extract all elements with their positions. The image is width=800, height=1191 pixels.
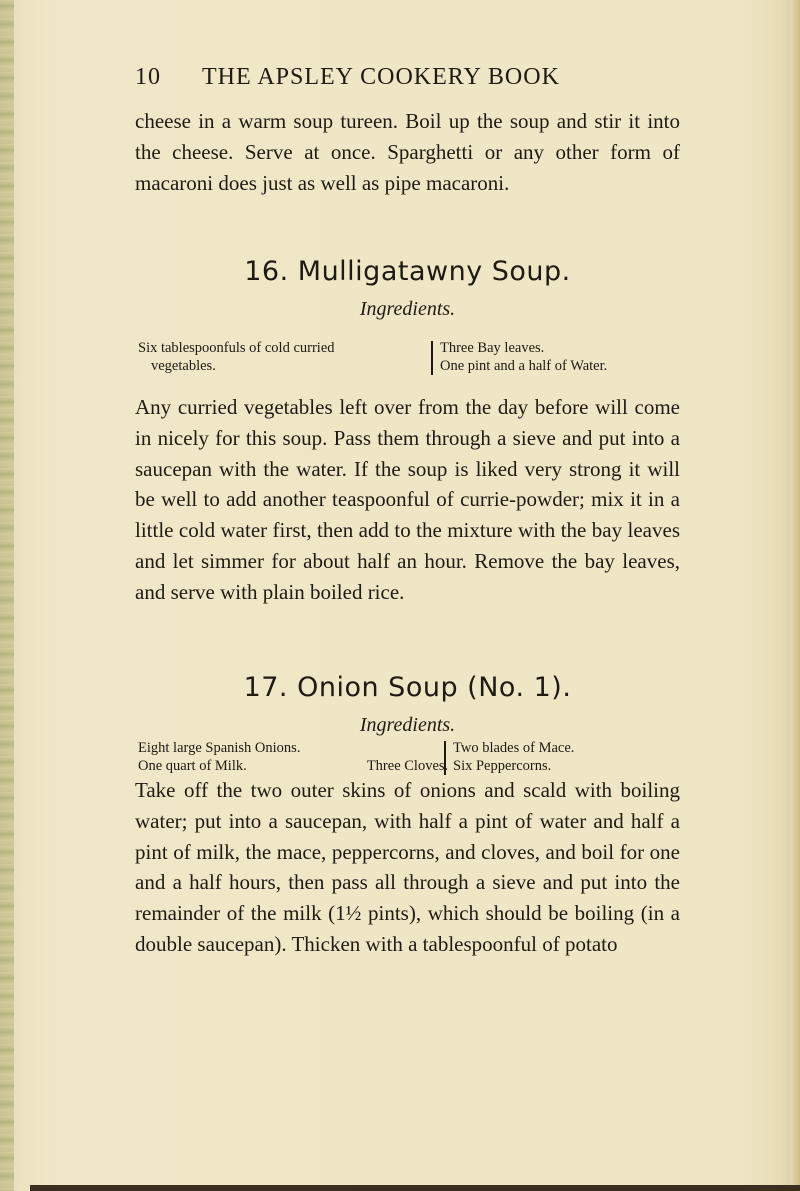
page-bottom-edge <box>30 1185 800 1191</box>
ingredient-item: One quart of Milk. <box>138 758 247 774</box>
book-title: THE APSLEY COOKERY BOOK <box>202 64 560 90</box>
ingredient-item: Three Bay leaves. <box>440 340 545 356</box>
recipe-17-method: Take off the two outer skins of onions and scald with boiling water; put into a saucepan, with half a pint of water and half a pint of milk, the mace, peppercorns, and cloves, and boil for one and a half hours, then pass all through a sieve and put into the remainder of the milk (1½ pints), which should be boiling (in a double saucepan). Thicken with a tablespoonful of potato <box>135 778 680 956</box>
recipe-16-ingredients-right <box>440 339 680 375</box>
page-number: 10 <box>135 64 161 90</box>
page-right-edge <box>790 0 800 1191</box>
ingredient-item: Six Peppercorns. <box>453 758 552 774</box>
recipe-16-ingredients-left <box>138 339 428 375</box>
ingredient-item: Two blades of Mace. <box>453 740 575 756</box>
page-binding-edge <box>0 0 14 1191</box>
recipe-17-title: 17. Onion Soup (No. 1). <box>243 672 572 703</box>
running-header <box>135 64 665 91</box>
ingredients-divider <box>431 341 433 375</box>
recipe-16-title: 16. Mulligatawny Soup. <box>244 256 571 287</box>
ingredient-item: One pint and a half of Water. <box>440 358 608 374</box>
ingredient-item: Three Cloves. <box>366 758 449 774</box>
recipe-16-method: Any curried vegetables left over from the day before will come in nicely for this soup. Pass them through a sieve and put into a saucepan with the water. If the soup is liked very strong it will be well to add another teaspoonful of currie-powder; mix it in a little cold water first, then add to the mixture with the bay leaves and let simmer for about half an hour. Remove the bay leaves, and serve with plain boiled rice. <box>135 395 680 604</box>
ingredient-item: Eight large Spanish Onions. <box>138 740 301 756</box>
recipe-16-ingredients-heading: Ingredients. <box>359 298 456 320</box>
ingredient-item: Six tablespoonfuls of cold curried <box>138 340 335 356</box>
recipe-17-ingredients-heading: Ingredients. <box>359 714 456 736</box>
intro-paragraph: cheese in a warm soup tureen. Boil up the soup and stir it into the cheese. Serve at once. Sparghetti or any other form of macaroni does just as well as pipe macaroni. <box>135 109 680 195</box>
ingredient-item: vegetables. <box>151 358 216 374</box>
